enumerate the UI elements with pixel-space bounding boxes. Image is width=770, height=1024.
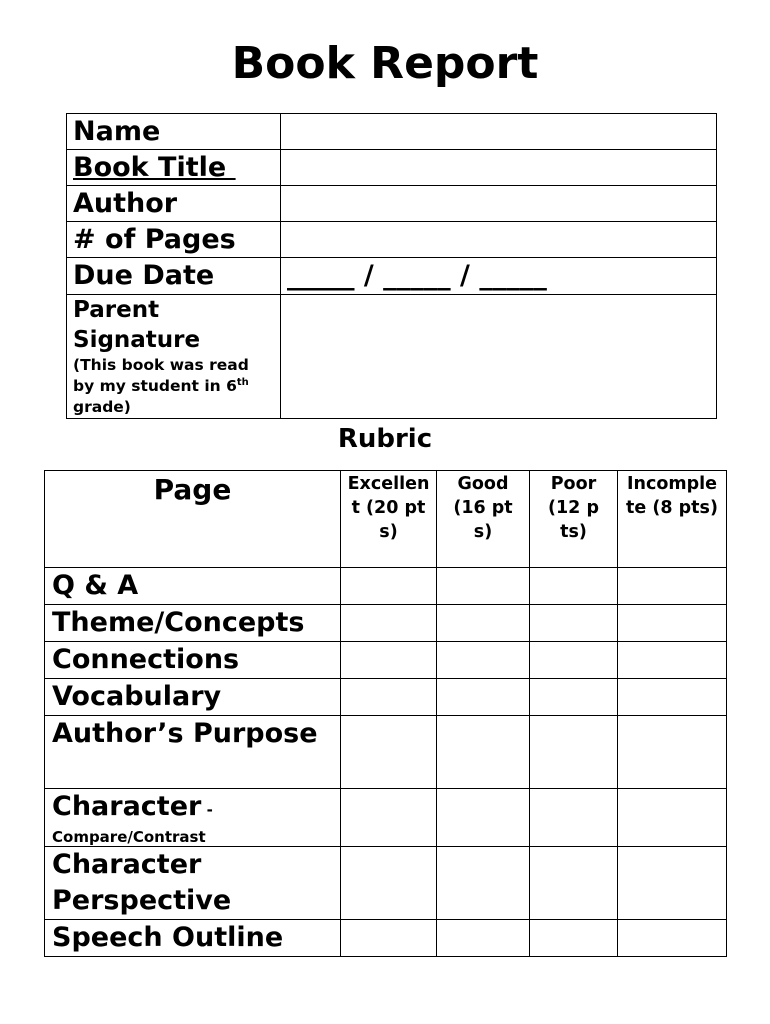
rubric-row-label: Theme/Concepts [45,605,341,642]
rubric-heading: Rubric [337,424,433,454]
pages-field[interactable] [281,222,717,258]
score-cell-good[interactable] [437,789,530,847]
parent-signature-label: Parent Signature [73,297,201,353]
student-info-table [66,113,717,419]
rubric-row-label: Speech Outline [45,920,341,957]
author-label: Author [67,186,281,222]
name-label: Name [67,114,281,150]
score-cell-excellent[interactable] [341,605,437,642]
rubric-row-label: Vocabulary [45,679,341,716]
parent-signature-field[interactable] [281,295,717,419]
score-cell-good[interactable] [437,847,530,920]
page-title: Book Report [231,38,539,89]
score-cell-incomplete[interactable] [618,642,727,679]
rubric-row [45,716,727,789]
score-cell-poor[interactable] [530,679,618,716]
score-cell-excellent[interactable] [341,789,437,847]
rubric-header-row [45,471,727,568]
rubric-row-label: Character [52,791,202,822]
due-date-label: Due Date [67,258,281,295]
score-cell-good[interactable] [437,605,530,642]
score-cell-excellent[interactable] [341,716,437,789]
score-cell-poor[interactable] [530,605,618,642]
book-title-label: Book Title [67,150,281,186]
score-cell-incomplete[interactable] [618,605,727,642]
name-field[interactable] [281,114,717,150]
score-cell-poor[interactable] [530,847,618,920]
rubric-row [45,568,727,605]
page-column-header: Page [45,471,341,568]
score-cell-good[interactable] [437,716,530,789]
rubric-row [45,847,727,920]
rubric-row-label: Character Perspective [45,847,341,920]
score-cell-excellent[interactable] [341,568,437,605]
score-cell-poor[interactable] [530,568,618,605]
score-cell-incomplete[interactable] [618,920,727,957]
score-cell-incomplete[interactable] [618,679,727,716]
pages-label: # of Pages [67,222,281,258]
rubric-row-sublabel: Compare/Contrast [52,828,206,846]
score-cell-excellent[interactable] [341,679,437,716]
info-row-author [67,186,717,222]
rubric-row-label: Author’s Purpose [45,716,341,789]
due-date-field[interactable]: _____ / _____ / _____ [281,258,717,295]
parent-signature-cell [67,295,281,419]
rubric-row-dash: - [201,801,213,819]
score-cell-excellent[interactable] [341,847,437,920]
info-row-book-title [67,150,717,186]
rubric-table [44,470,727,957]
score-cell-good[interactable] [437,642,530,679]
excellent-column-header: Excellent (20 pts) [341,471,437,568]
score-cell-poor[interactable] [530,920,618,957]
rubric-row [45,642,727,679]
rubric-row [45,605,727,642]
score-cell-good[interactable] [437,920,530,957]
info-row-pages [67,222,717,258]
score-cell-incomplete[interactable] [618,847,727,920]
score-cell-good[interactable] [437,679,530,716]
incomplete-column-header: Incomplete (8 pts) [618,471,727,568]
rubric-row [45,679,727,716]
info-row-name [67,114,717,150]
rubric-row-label: Connections [45,642,341,679]
poor-column-header: Poor (12 pts) [530,471,618,568]
rubric-row-label-cell [45,789,341,847]
score-cell-good[interactable] [437,568,530,605]
info-row-parent-signature [67,295,717,419]
score-cell-excellent[interactable] [341,642,437,679]
score-cell-incomplete[interactable] [618,568,727,605]
score-cell-incomplete[interactable] [618,716,727,789]
score-cell-poor[interactable] [530,789,618,847]
book-title-field[interactable] [281,150,717,186]
score-cell-poor[interactable] [530,716,618,789]
good-column-header: Good (16 pts) [437,471,530,568]
info-row-due-date [67,258,717,295]
score-cell-poor[interactable] [530,642,618,679]
rubric-row [45,920,727,957]
parent-signature-note: (This book was read by my student in 6th grade) [73,356,249,416]
author-field[interactable] [281,186,717,222]
score-cell-incomplete[interactable] [618,789,727,847]
rubric-row-label: Q & A [45,568,341,605]
rubric-row [45,789,727,847]
score-cell-excellent[interactable] [341,920,437,957]
